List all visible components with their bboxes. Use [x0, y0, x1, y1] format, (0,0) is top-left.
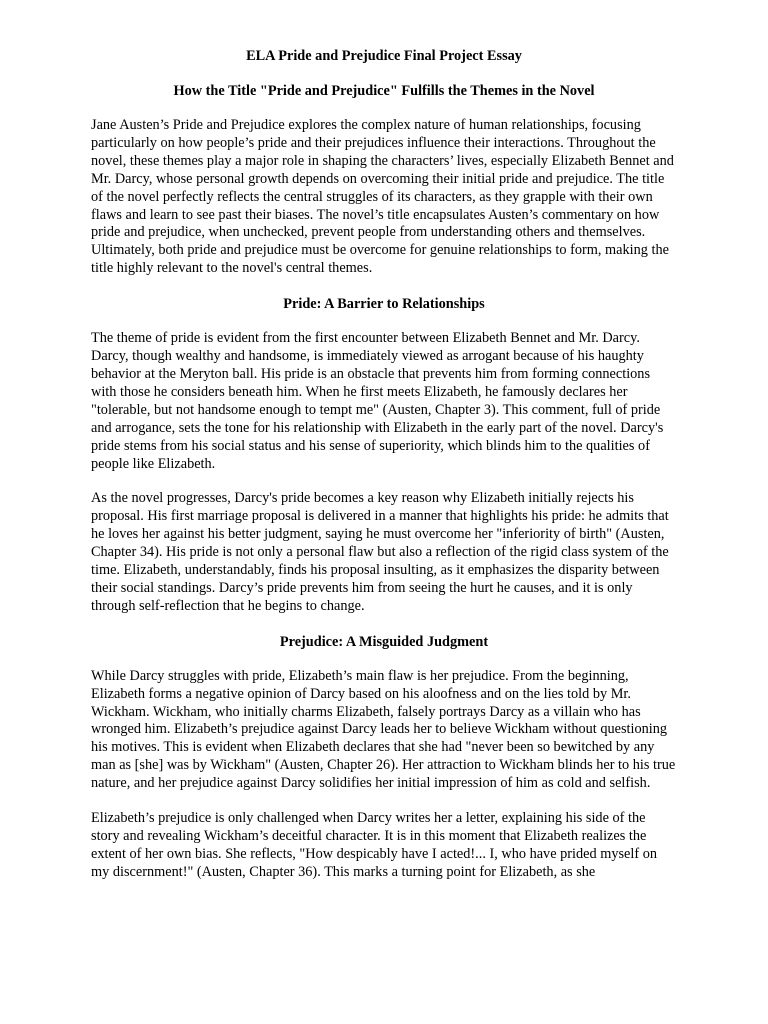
document-subtitle: How the Title "Pride and Prejudice" Fulfills the Themes in the Novel [173, 83, 595, 99]
section-heading-prejudice: Prejudice: A Misguided Judgment [279, 633, 489, 650]
intro-paragraph: Jane Austen’s Pride and Prejudice explores the complex nature of human relationships, focusing particularly on how people’s pride and their prejudices influence their interactions. Throughout the novel, these themes play a major role in shaping the characters’ lives, especially Elizabeth Bennet and Mr. Darcy, whose personal growth depends on overcoming their initial pride and prejudice. The title of the novel perfectly reflects the central struggles of its characters, as they grapple with their own flaws and learn to see past their biases. The novel’s title encapsulates Austen’s commentary on how pride and prejudice, when unchecked, prevent people from understanding others and themselves. Ultimately, both pride and prejudice must be overcome for genuine relationships to form, making the title highly relevant to the novel's central themes. [91, 117, 674, 277]
prejudice-paragraph-1: While Darcy struggles with pride, Elizabeth’s main flaw is her prejudice. From the beginning, Elizabeth forms a negative opinion of Darcy based on his aloofness and on the lies told by Mr. Wickham. Wickham, who initially charms Elizabeth, falsely portrays Darcy as a villain who has wronged him. Elizabeth’s prejudice against Darcy leads her to believe Wickham without questioning his motives. This is evident when Elizabeth declares that she had "never been so bewitched by any man as [she] was by Wickham" (Austen, Chapter 26). Her attraction to Wickham blinds her to his true nature, and her prejudice against Darcy solidifies her initial impression of him as cold and selfish. [91, 667, 676, 792]
document-page [91, 44, 677, 1024]
prejudice-paragraph-2: Elizabeth’s prejudice is only challenged when Darcy writes her a letter, explaining his side of the story and revealing Wickham’s deceitful character. It is in this moment that Elizabeth realizes the extent of her own bias. She reflects, "How despicably have I acted!... I, who have prided myself on my discernment!" (Austen, Chapter 36). This marks a turning point for Elizabeth, as she [91, 810, 658, 880]
pride-paragraph-1: The theme of pride is evident from the first encounter between Elizabeth Bennet and Mr. Darcy. Darcy, though wealthy and handsome, is immediately viewed as arrogant because of his haughty behavior at the Meryton ball. His pride is an obstacle that prevents him from forming connections with those he considers beneath him. When he first meets Elizabeth, he famously declares her "tolerable, but not handsome enough to tempt me" (Austen, Chapter 3). This comment, full of pride and arrogance, sets the tone for his relationship with Elizabeth in the early part of the novel. Darcy's pride stems from his social status and his sense of superiority, which blinds him to the qualities of people like Elizabeth. [91, 330, 664, 472]
section-heading-pride: Pride: A Barrier to Relationships [283, 296, 485, 313]
document-title: ELA Pride and Prejudice Final Project Essay [246, 48, 522, 64]
pride-paragraph-2: As the novel progresses, Darcy's pride becomes a key reason why Elizabeth initially rejects his proposal. His first marriage proposal is delivered in a manner that highlights his pride: he admits that he loves her against his better judgment, saying he must overcome her "inferiority of birth" (Austen, Chapter 34). His pride is not only a personal flaw but also a reflection of the rigid class system of the time. Elizabeth, understandably, finds his proposal insulting, as it emphasizes the disparity between their social standings. Darcy’s pride prevents him from seeing the hurt he causes, and it is only through self-reflection that he begins to change. [91, 490, 669, 614]
